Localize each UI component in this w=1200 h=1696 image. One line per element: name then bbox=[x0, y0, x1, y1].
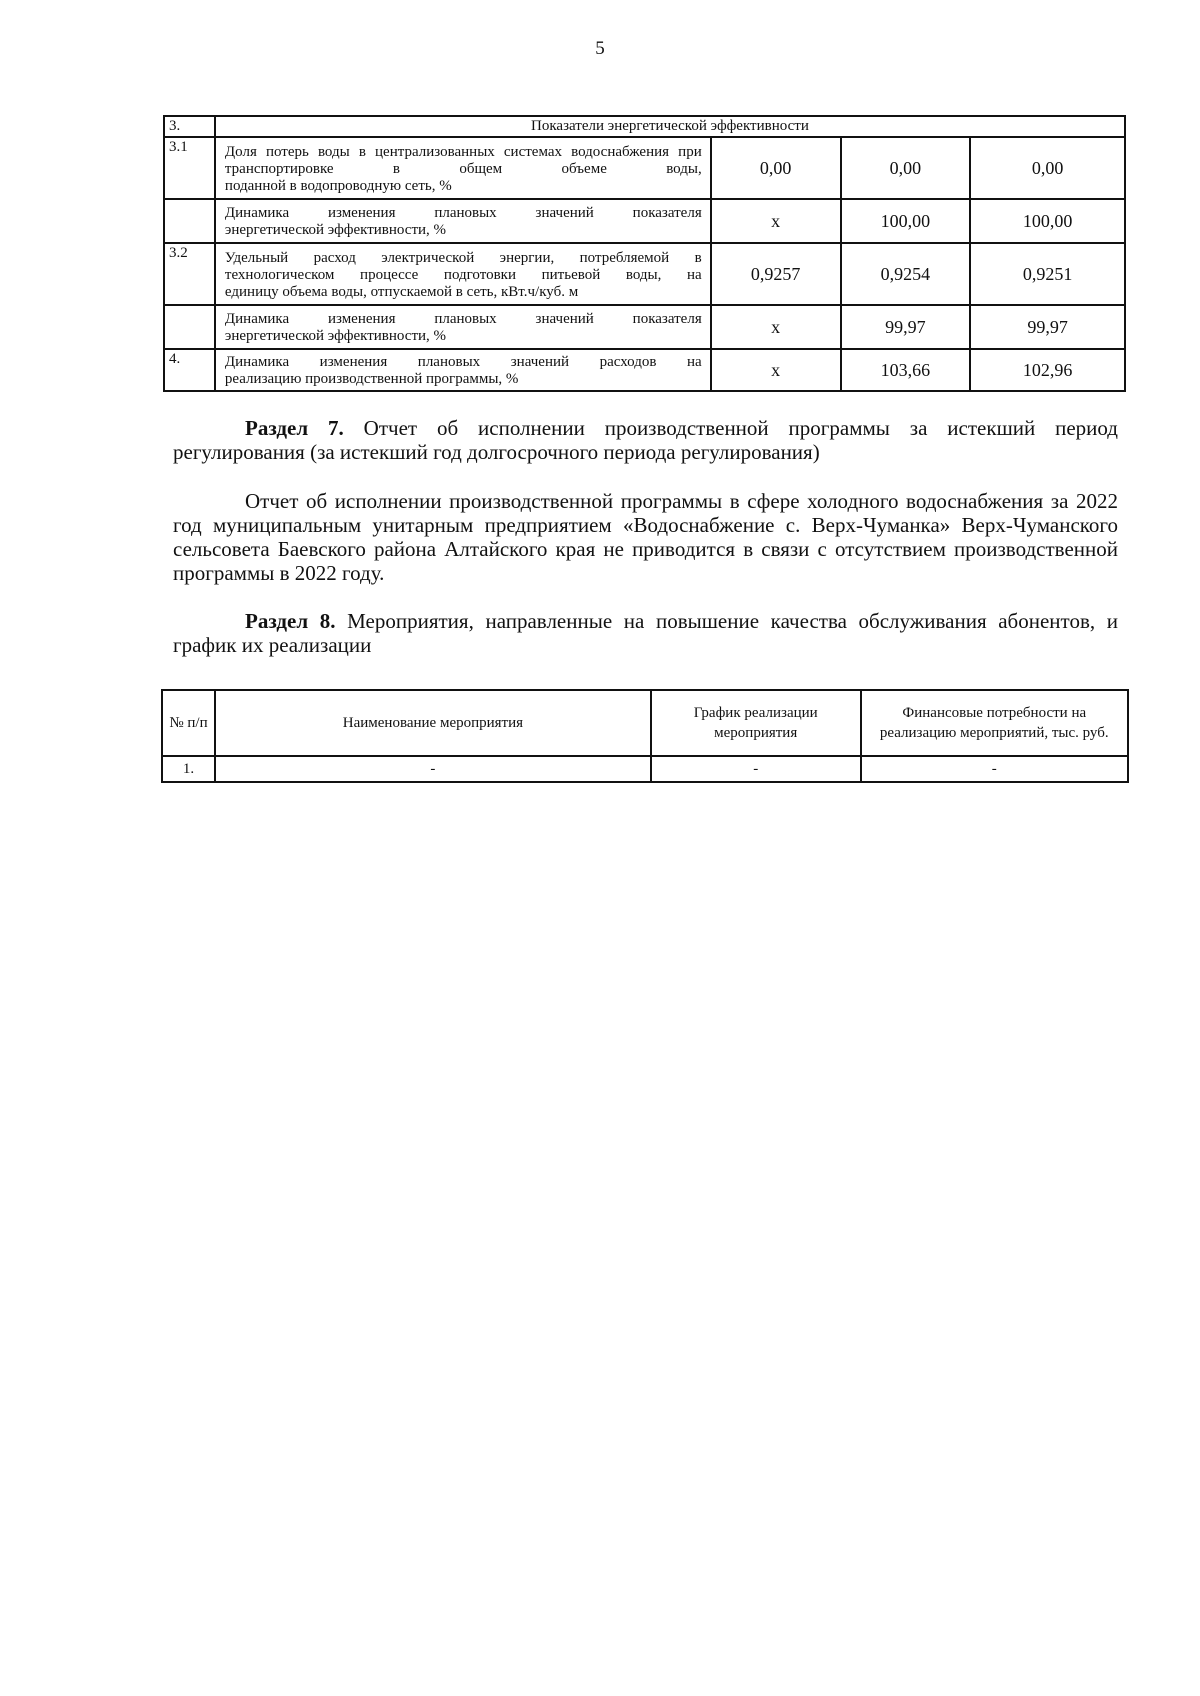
table-row bbox=[164, 243, 1125, 305]
table-row bbox=[164, 199, 1125, 243]
report-paragraph bbox=[173, 489, 1118, 585]
section-8-text: Мероприятия, направленные на повышение качества обслуживания абонентов, и график их реализации bbox=[173, 609, 1118, 657]
table-row bbox=[164, 305, 1125, 349]
row-schedule: - bbox=[651, 756, 861, 782]
header-finance: Финансовые потребности на реализацию мероприятий, тыс. руб. bbox=[861, 690, 1128, 756]
header-name: Наименование мероприятия bbox=[215, 690, 651, 756]
table-header-row bbox=[162, 690, 1128, 756]
row-description-text: Динамика изменения плановых значений показателя bbox=[224, 311, 702, 327]
row-number: 1. bbox=[162, 756, 215, 782]
row-description-last: реализацию производственной программы, % bbox=[224, 371, 519, 387]
row-description bbox=[215, 349, 711, 391]
value-2: 100,00 bbox=[841, 199, 971, 243]
row-description-last: поданной в водопроводную сеть, % bbox=[224, 177, 452, 194]
row-description-text: Динамика изменения плановых значений показателя bbox=[224, 205, 702, 221]
row-description-last: энергетической эффективности, % bbox=[224, 222, 447, 238]
value-1: х bbox=[711, 305, 841, 349]
table-row bbox=[164, 349, 1125, 391]
section-8-heading bbox=[173, 609, 1118, 657]
report-paragraph-text: Отчет об исполнении производственной программы в сфере холодного водоснабжения за 2022 год муниципальным унитарным предприятием «Водоснабжение с. Верх-Чуманка» Верх-Чуманского сельсовета Баевского района Алтайского края не приводится в связи с отсутствием производственной программы в 2022 году. bbox=[173, 489, 1118, 585]
value-1: 0,00 bbox=[711, 137, 841, 199]
value-3: 102,96 bbox=[970, 349, 1125, 391]
value-1: х bbox=[711, 349, 841, 391]
table-row bbox=[162, 756, 1128, 782]
row-name: - bbox=[215, 756, 651, 782]
value-3: 0,9251 bbox=[970, 243, 1125, 305]
value-1: 0,9257 bbox=[711, 243, 841, 305]
header-schedule: График реализации мероприятия bbox=[651, 690, 861, 756]
row-description-text: Доля потерь воды в централизованных системах водоснабжения при транспортировке в общем объеме воды, bbox=[224, 143, 702, 177]
value-3: 99,97 bbox=[970, 305, 1125, 349]
row-number: 3.1 bbox=[164, 137, 215, 199]
value-2: 0,00 bbox=[841, 137, 971, 199]
header-number: № п/п bbox=[162, 690, 215, 756]
page-number: 5 bbox=[595, 38, 605, 59]
row-finance: - bbox=[861, 756, 1128, 782]
row-description bbox=[215, 243, 711, 305]
row-description-last: единицу объема воды, отпускаемой в сеть, кВт.ч/куб. м bbox=[224, 283, 579, 300]
section-number: 3. bbox=[164, 116, 215, 137]
value-3: 0,00 bbox=[970, 137, 1125, 199]
value-2: 99,97 bbox=[841, 305, 971, 349]
row-number: 3.2 bbox=[164, 243, 215, 305]
table-row bbox=[164, 116, 1125, 137]
section-7-label: Раздел 7. bbox=[245, 416, 344, 440]
section-7-text: Отчет об исполнении производственной программы за истекший период регулирования (за истекший год долгосрочного периода регулирования) bbox=[173, 416, 1118, 464]
energy-efficiency-table bbox=[163, 115, 1126, 392]
row-description-text: Удельный расход электрической энергии, потребляемой в технологическом процессе подготовки питьевой воды, на bbox=[224, 249, 702, 283]
table-row bbox=[164, 137, 1125, 199]
section-8-label: Раздел 8. bbox=[245, 609, 336, 633]
value-2: 103,66 bbox=[841, 349, 971, 391]
row-number bbox=[164, 305, 215, 349]
value-2: 0,9254 bbox=[841, 243, 971, 305]
row-description bbox=[215, 137, 711, 199]
section-title: Показатели энергетической эффективности bbox=[215, 116, 1125, 137]
row-description bbox=[215, 305, 711, 349]
row-description bbox=[215, 199, 711, 243]
row-description-last: энергетической эффективности, % bbox=[224, 328, 447, 344]
measures-table bbox=[161, 689, 1129, 783]
value-1: х bbox=[711, 199, 841, 243]
section-7-heading bbox=[173, 416, 1118, 464]
row-description-text: Динамика изменения плановых значений расходов на bbox=[224, 354, 702, 370]
row-number: 4. bbox=[164, 349, 215, 391]
row-number bbox=[164, 199, 215, 243]
value-3: 100,00 bbox=[970, 199, 1125, 243]
